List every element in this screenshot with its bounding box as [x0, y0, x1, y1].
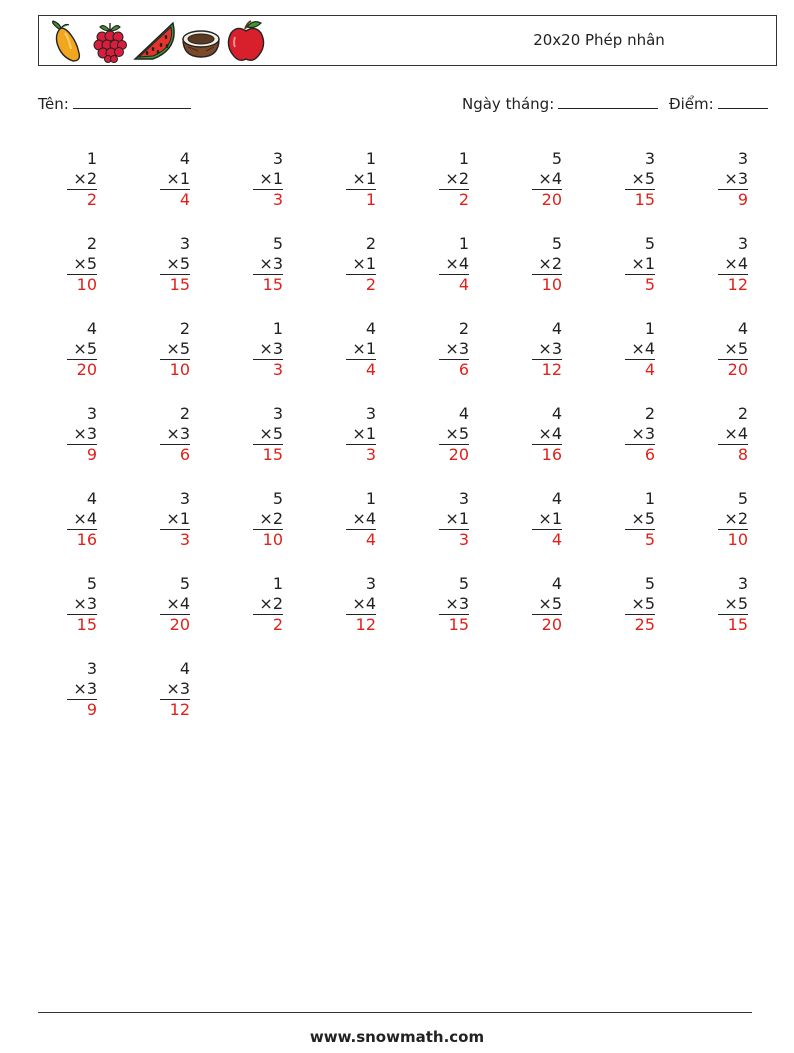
problem-item	[160, 234, 190, 295]
multiplier: ×1	[166, 169, 190, 188]
multiplicand: 5	[179, 574, 190, 593]
multiplicand: 4	[86, 319, 97, 338]
multiplicand: 4	[458, 404, 469, 423]
answer: 10	[532, 274, 562, 295]
multiplier: ×5	[166, 254, 190, 273]
multiplier: ×3	[73, 424, 97, 443]
multiplier: ×3	[259, 254, 283, 273]
multiplicand: 3	[365, 574, 376, 593]
problem-item	[346, 489, 376, 550]
answer: 2	[346, 274, 376, 295]
date-label: Ngày tháng:	[462, 95, 555, 113]
multiplier: ×4	[445, 254, 469, 273]
multiplicand: 5	[737, 489, 748, 508]
answer: 10	[253, 529, 283, 550]
problem-item	[67, 659, 97, 720]
problem-item	[67, 149, 97, 210]
multiplicand: 2	[644, 404, 655, 423]
answer: 20	[439, 444, 469, 465]
answer: 15	[718, 614, 748, 635]
problem-item	[160, 489, 190, 550]
multiplicand: 3	[179, 489, 190, 508]
multiplicand: 5	[644, 574, 655, 593]
answer: 6	[625, 444, 655, 465]
problem-item	[718, 489, 748, 550]
answer: 2	[253, 614, 283, 635]
problem-item	[718, 574, 748, 635]
problem-item	[625, 489, 655, 550]
multiplier: ×2	[538, 254, 562, 273]
multiplier: ×3	[73, 679, 97, 698]
problem-item	[346, 319, 376, 380]
problem-item	[160, 659, 190, 720]
multiplicand: 1	[272, 574, 283, 593]
multiplier: ×3	[724, 169, 748, 188]
answer: 12	[718, 274, 748, 295]
multiplicand: 2	[365, 234, 376, 253]
problem-item	[625, 319, 655, 380]
answer: 20	[718, 359, 748, 380]
answer: 5	[625, 274, 655, 295]
multiplier: ×4	[724, 424, 748, 443]
multiplier: ×5	[631, 169, 655, 188]
multiplier: ×4	[352, 509, 376, 528]
multiplier: ×5	[538, 594, 562, 613]
multiplicand: 1	[458, 234, 469, 253]
answer: 10	[160, 359, 190, 380]
score-field	[669, 93, 768, 113]
answer: 9	[67, 444, 97, 465]
answer: 6	[160, 444, 190, 465]
multiplicand: 4	[551, 489, 562, 508]
multiplier: ×4	[166, 594, 190, 613]
answer: 3	[253, 189, 283, 210]
multiplicand: 5	[458, 574, 469, 593]
answer: 2	[67, 189, 97, 210]
multiplicand: 3	[272, 149, 283, 168]
answer: 15	[439, 614, 469, 635]
multiplier: ×4	[631, 339, 655, 358]
multiplier: ×1	[352, 339, 376, 358]
answer: 1	[346, 189, 376, 210]
multiplicand: 3	[458, 489, 469, 508]
multiplier: ×1	[352, 169, 376, 188]
multiplier: ×5	[724, 594, 748, 613]
multiplier: ×3	[73, 594, 97, 613]
date-field	[462, 93, 658, 113]
multiplicand: 3	[365, 404, 376, 423]
multiplicand: 3	[86, 659, 97, 678]
answer: 8	[718, 444, 748, 465]
problem-item	[532, 574, 562, 635]
problem-item	[160, 574, 190, 635]
multiplicand: 1	[365, 489, 376, 508]
multiplicand: 4	[179, 149, 190, 168]
multiplier: ×5	[166, 339, 190, 358]
problem-item	[532, 489, 562, 550]
answer: 12	[346, 614, 376, 635]
problem-item	[532, 149, 562, 210]
coconut-icon	[180, 19, 222, 63]
answer: 4	[160, 189, 190, 210]
problem-item	[718, 149, 748, 210]
problem-item	[253, 574, 283, 635]
answer: 15	[253, 444, 283, 465]
problem-item	[346, 574, 376, 635]
multiplicand: 1	[458, 149, 469, 168]
problem-item	[439, 234, 469, 295]
multiplier: ×4	[538, 169, 562, 188]
fruit-icons	[47, 19, 267, 63]
answer: 3	[439, 529, 469, 550]
answer: 10	[718, 529, 748, 550]
multiplicand: 5	[551, 149, 562, 168]
problem-item	[67, 489, 97, 550]
answer: 15	[67, 614, 97, 635]
name-label: Tên:	[38, 95, 69, 113]
answer: 6	[439, 359, 469, 380]
multiplier: ×2	[259, 594, 283, 613]
multiplicand: 2	[458, 319, 469, 338]
problem-item	[439, 574, 469, 635]
multiplier: ×1	[445, 509, 469, 528]
multiplicand: 2	[86, 234, 97, 253]
problem-item	[532, 234, 562, 295]
multiplicand: 3	[179, 234, 190, 253]
answer: 25	[625, 614, 655, 635]
problem-item	[718, 319, 748, 380]
multiplicand: 1	[644, 319, 655, 338]
multiplier: ×3	[445, 339, 469, 358]
apple-icon	[225, 19, 267, 63]
problem-item	[439, 489, 469, 550]
answer: 4	[346, 359, 376, 380]
answer: 3	[253, 359, 283, 380]
worksheet-header	[38, 15, 777, 66]
problem-item	[253, 149, 283, 210]
multiplicand: 1	[86, 149, 97, 168]
problem-item	[67, 319, 97, 380]
multiplicand: 2	[737, 404, 748, 423]
multiplicand: 5	[644, 234, 655, 253]
multiplier: ×1	[352, 254, 376, 273]
score-label: Điểm:	[669, 95, 714, 113]
answer: 12	[160, 699, 190, 720]
answer: 16	[532, 444, 562, 465]
multiplier: ×1	[259, 169, 283, 188]
multiplier: ×5	[445, 424, 469, 443]
multiplicand: 4	[551, 319, 562, 338]
multiplier: ×2	[73, 169, 97, 188]
multiplicand: 3	[86, 404, 97, 423]
problem-item	[67, 404, 97, 465]
multiplier: ×5	[73, 339, 97, 358]
name-blank	[73, 93, 191, 109]
answer: 20	[532, 189, 562, 210]
multiplier: ×4	[352, 594, 376, 613]
multiplicand: 2	[179, 404, 190, 423]
multiplicand: 3	[737, 234, 748, 253]
multiplier: ×2	[724, 509, 748, 528]
multiplier: ×5	[631, 509, 655, 528]
problem-item	[346, 234, 376, 295]
multiplier: ×5	[724, 339, 748, 358]
problem-item	[532, 319, 562, 380]
answer: 15	[160, 274, 190, 295]
problem-item	[439, 149, 469, 210]
multiplicand: 3	[272, 404, 283, 423]
answer: 9	[718, 189, 748, 210]
multiplicand: 5	[272, 489, 283, 508]
answer: 3	[160, 529, 190, 550]
multiplicand: 3	[737, 574, 748, 593]
answer: 9	[67, 699, 97, 720]
multiplicand: 4	[86, 489, 97, 508]
footer-website: www.snowmath.com	[309, 1028, 485, 1046]
answer: 2	[439, 189, 469, 210]
multiplicand: 5	[86, 574, 97, 593]
multiplicand: 5	[551, 234, 562, 253]
multiplicand: 4	[551, 574, 562, 593]
problem-item	[67, 234, 97, 295]
multiplier: ×1	[166, 509, 190, 528]
worksheet-title: 20x20 Phép nhân	[533, 31, 665, 49]
answer: 5	[625, 529, 655, 550]
problem-item	[160, 319, 190, 380]
problem-item	[253, 319, 283, 380]
problem-item	[439, 404, 469, 465]
footer-divider	[38, 1012, 752, 1013]
problem-item	[346, 404, 376, 465]
multiplier: ×3	[538, 339, 562, 358]
multiplier: ×5	[259, 424, 283, 443]
problem-item	[718, 234, 748, 295]
answer: 4	[346, 529, 376, 550]
multiplicand: 3	[644, 149, 655, 168]
multiplier: ×1	[631, 254, 655, 273]
multiplier: ×3	[166, 424, 190, 443]
multiplicand: 3	[737, 149, 748, 168]
multiplier: ×4	[73, 509, 97, 528]
multiplier: ×2	[445, 169, 469, 188]
problem-item	[625, 149, 655, 210]
multiplier: ×3	[445, 594, 469, 613]
multiplier: ×2	[259, 509, 283, 528]
problem-item	[160, 404, 190, 465]
answer: 12	[532, 359, 562, 380]
multiplier: ×3	[631, 424, 655, 443]
answer: 20	[67, 359, 97, 380]
multiplier: ×5	[631, 594, 655, 613]
answer: 10	[67, 274, 97, 295]
answer: 4	[625, 359, 655, 380]
multiplicand: 2	[179, 319, 190, 338]
multiplicand: 4	[179, 659, 190, 678]
answer: 20	[532, 614, 562, 635]
problem-item	[625, 234, 655, 295]
answer: 15	[625, 189, 655, 210]
multiplicand: 4	[365, 319, 376, 338]
multiplier: ×5	[73, 254, 97, 273]
multiplicand: 1	[644, 489, 655, 508]
score-blank	[718, 93, 768, 109]
problem-item	[253, 489, 283, 550]
multiplier: ×4	[538, 424, 562, 443]
name-field	[38, 93, 191, 113]
problem-item	[160, 149, 190, 210]
problem-item	[625, 574, 655, 635]
multiplier: ×1	[352, 424, 376, 443]
answer: 15	[253, 274, 283, 295]
raspberry-icon	[90, 19, 130, 63]
multiplicand: 1	[365, 149, 376, 168]
multiplicand: 4	[551, 404, 562, 423]
answer: 16	[67, 529, 97, 550]
problem-item	[67, 574, 97, 635]
answer: 3	[346, 444, 376, 465]
mango-icon	[47, 19, 87, 63]
multiplicand: 1	[272, 319, 283, 338]
problem-item	[625, 404, 655, 465]
problem-item	[253, 234, 283, 295]
answer: 4	[439, 274, 469, 295]
problem-item	[346, 149, 376, 210]
multiplier: ×1	[538, 509, 562, 528]
multiplier: ×4	[724, 254, 748, 273]
multiplicand: 4	[737, 319, 748, 338]
watermelon-icon	[133, 19, 177, 63]
multiplier: ×3	[166, 679, 190, 698]
multiplicand: 5	[272, 234, 283, 253]
date-blank	[558, 93, 658, 109]
problem-item	[532, 404, 562, 465]
answer: 20	[160, 614, 190, 635]
problem-item	[253, 404, 283, 465]
problem-item	[718, 404, 748, 465]
answer: 4	[532, 529, 562, 550]
problem-item	[439, 319, 469, 380]
multiplier: ×3	[259, 339, 283, 358]
